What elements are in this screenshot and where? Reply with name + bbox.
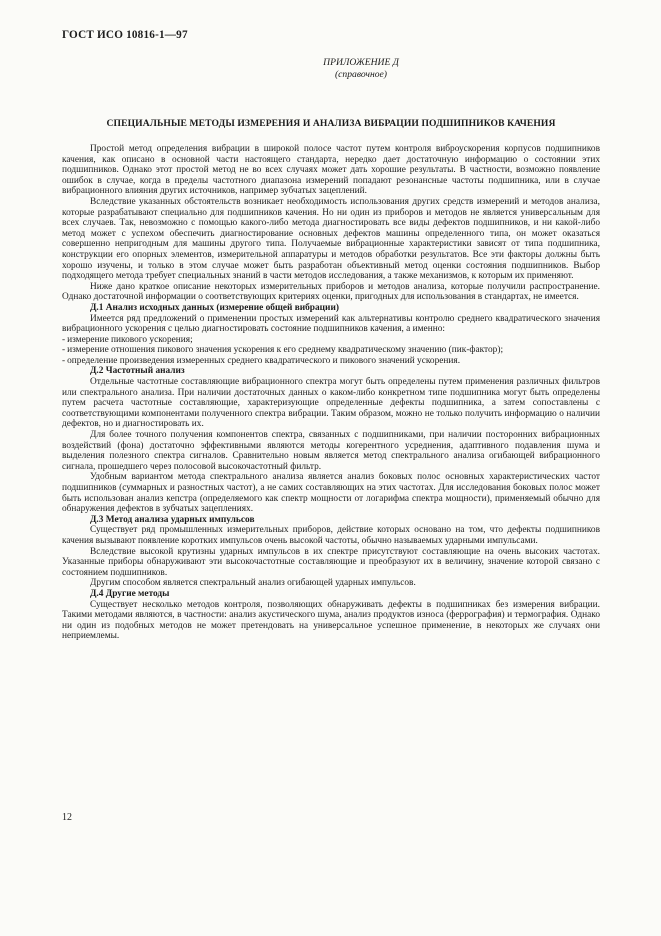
paragraph: Другим способом является спектральный анализ огибающей ударных импульсов. [90, 578, 416, 589]
list-item-text: определение произведения измеренных среднего квадратического и пикового значений ускорения. [67, 355, 461, 366]
list-item [62, 356, 600, 367]
paragraph: Удобным вариантом метода спектрального анализа является анализ боковых полос основных характеристических частот подшипников (суммарных и разностных частот), а не самих составляющих на этих частотах. Для исследования боковых полос может быть использован анализ кепстра (определяемого как спектр мощности от логарифма спектра мощности), применяемый обычно для обнаружения дефектов в зубчатых зацеплениях. [62, 472, 600, 515]
list-dash: - [62, 334, 66, 345]
section-heading-d1: Д.1 Анализ исходных данных (измерение общей вибрации) [90, 302, 339, 313]
page-number: 12 [62, 812, 72, 823]
section-heading-d3: Д.3 Метод анализа ударных импульсов [90, 514, 255, 525]
paragraph: Имеется ряд предложений о применении простых измерений как альтернативы контролю среднего квадратического значения вибрационного ускорения с целью диагностировать состояние подшипников качения, а именно: [62, 313, 600, 335]
list-dash: - [62, 355, 66, 366]
paragraph: Существует несколько методов контроля, позволяющих обнаруживать дефекты в подшипниках без измерения вибрации. Такими методами являются, в частности: анализ акустического шума, анализ продуктов износа (феррография) и термография. Однако ни один из подобных методов не может претендовать на универсальное успешное применение, в некоторых же случаях они неприемлемы. [62, 599, 600, 642]
paragraph: Простой метод определения вибрации в широкой полосе частот путем контроля виброускорения корпусов подшипников качения, как описано в основной части настоящего стандарта, нередко дает достаточную информацию о состоянии этих подшипников. Однако этот простой метод не во всех случаях может дать хорошие результаты. В частности, возможно появление ошибок в случае, когда в пределы частотного диапазона измерений попадают резонансные частоты подшипника, или в случае вибрационного влияния других источников, например зубчатых зацеплений. [62, 144, 600, 197]
document-body [62, 144, 600, 642]
document-title: СПЕЦИАЛЬНЫЕ МЕТОДЫ ИЗМЕРЕНИЯ И АНАЛИЗА ВИБРАЦИИ ПОДШИПНИКОВ КАЧЕНИЯ [106, 118, 556, 129]
section-heading-d2: Д.2 Частотный анализ [90, 366, 185, 377]
list-item [62, 345, 600, 356]
list-item-text: измерение пикового ускорения; [67, 334, 193, 345]
paragraph: Вследствие высокой крутизны ударных импульсов в их спектре присутствуют составляющие на очень высоких частотах. Указанные приборы обнаруживают эти высокочастотные составляющие и преобразуют их в величину, значение которой связано с состоянием подшипников. [62, 546, 600, 578]
appendix-note: (справочное) [334, 69, 388, 80]
paragraph: Для более точного получения компонентов спектра, связанных с подшипниками, при наличии посторонних вибрационных воздействий (фона) достаточно эффективными являются методы когерентного усреднения, адаптивного подавления шума и выделения полезного спектра сигналов. Сравнительно новым является метод спектрального анализа огибающей вибрационного сигнала, прошедшего через полосовой высокочастотный фильтр. [62, 430, 600, 472]
list-item-text: измерение отношения пикового значения ускорения к его среднему квадратическому значению (пик-фактор); [67, 345, 504, 356]
paragraph: Существует ряд промышленных измерительных приборов, действие которых основано на том, что дефекты подшипников качения вызывают появление коротких импульсов очень высокой частоты, обычно называемых ударными импульсами. [62, 525, 600, 546]
paragraph: Отдельные частотные составляющие вибрационного спектра могут быть определены путем применения различных фильтров или спектрального анализа. При наличии достаточных данных о каком-либо конкретном типе подшипника могут быть определены путем расчета частотные составляющие, характеризующие определенные дефекты подшипника, а затем сопоставлены с соответствующими компонентами полученного спектра вибрации. Таким образом, можно не только получить информацию о наличии дефектов, но и диагностировать их. [62, 377, 600, 430]
appendix-label: ПРИЛОЖЕНИЕ Д [323, 57, 399, 68]
paragraph: Ниже дано краткое описание некоторых измерительных приборов и методов анализа, которые получили распространение. Однако достаточной информации о соответствующих критериях оценки, пригодных для использования в стандартах, не имеется. [62, 281, 600, 303]
list-item [62, 335, 600, 346]
section-heading-d4: Д.4 Другие методы [90, 588, 170, 599]
list-dash: - [62, 345, 66, 356]
document-page [62, 0, 600, 936]
standard-code: ГОСТ ИСО 10816-1—97 [62, 29, 188, 41]
appendix-block [62, 57, 600, 81]
paragraph: Вследствие указанных обстоятельств возникает необходимость использования других средств измерений и методов анализа, которые разрабатывают специально для подшипников качения. Но ни один из приборов и методов не является универсальным для всех случаев. Так, невозможно с помощью какого-либо метода диагностировать все виды дефектов подшипников, и ни какой-либо метод может с успехом обеспечить диагностирование основных дефектов машины определенного типа, он может оказаться совершенно непригодным для машины другого типа. Получаемые вибрационные характеристики зависят от типа подшипника, конструкции его опорных элементов, измерительной аппаратуры и методов обработки результатов. Все эти факторы должны быть хорошо изучены, и только в этом случае может быть разработан объективный метод оценки состояния подшипников. Выбор подходящего метода требует специальных знаний в части методов исследования, а также механизмов, к которым их применяют. [62, 196, 600, 282]
